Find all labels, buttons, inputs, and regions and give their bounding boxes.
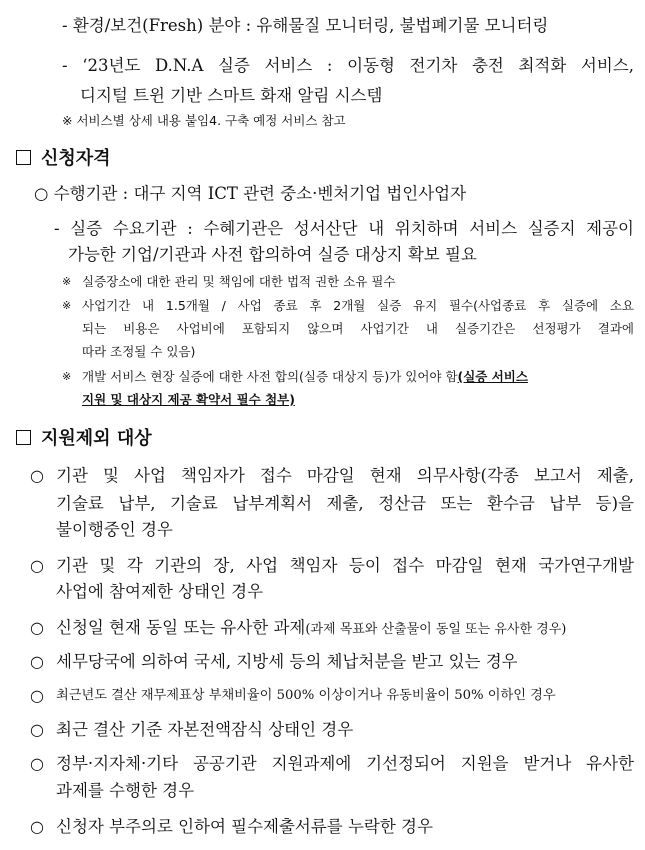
- bullet-icon: ○: [30, 720, 44, 739]
- list-item-continuation: 기술료 납부, 기술료 납부계획서 제출, 정산금 또는 환수금 납부 등)을: [56, 494, 634, 513]
- note-emphasis: (실증 서비스: [457, 369, 528, 384]
- bullet-icon: ○: [30, 652, 44, 671]
- list-item-continuation: 과제를 수행한 경우: [56, 781, 195, 800]
- list-item-continuation: 사업에 참여제한 상태인 경우: [56, 582, 264, 601]
- list-item: [56, 616, 566, 642]
- list-item-continuation: 가능한 기업/기관과 사전 합의하여 실증 대상지 확보 필요: [68, 245, 477, 264]
- bullet-icon: ○: [30, 686, 44, 705]
- reference-mark-icon: ※: [62, 275, 72, 288]
- bullet-icon: ○: [30, 754, 44, 773]
- list-item: 세무당국에 의하여 국세, 지방세 등의 체납처분을 받고 있는 경우: [56, 652, 518, 671]
- checkbox-square-icon: [16, 150, 31, 165]
- list-item-continuation: 디지털 트윈 기반 스마트 화재 알림 시스템: [80, 86, 383, 105]
- reference-mark-icon: ※: [62, 370, 72, 383]
- section-title: 신청자격: [41, 148, 111, 169]
- checkbox-square-icon: [16, 430, 31, 445]
- list-item-note: (과제 목표와 산출물이 동일 또는 유사한 경우): [305, 622, 567, 637]
- list-item: - 실증 수요기관 : 수혜기관은 성서산단 내 위치하며 서비스 실증지 제공이: [54, 219, 634, 238]
- note-continuation: 되는 비용은 사업비에 포함되지 않으며 사업기간 내 실증기간은 선정평가 결과에: [82, 321, 634, 336]
- list-item: 정부·지자체·기타 공공기관 지원과제에 기선정되어 지원을 받거나 유사한: [56, 754, 634, 773]
- note: 사업기간 내 1.5개월 / 사업 종료 후 2개월 실증 유지 필수(사업종료 후 실증에 소요: [82, 298, 634, 313]
- list-item: 최근 결산 기준 자본전액잠식 상태인 경우: [56, 720, 354, 739]
- bullet-icon: ○: [30, 618, 44, 637]
- list-item: ○ 수행기관 : 대구 지역 ICT 관련 중소·벤처기업 법인사업자: [34, 184, 467, 203]
- section-heading-eligibility: [16, 146, 111, 172]
- note-text: 개발 서비스 현장 실증에 대한 사전 합의(실증 대상지 등)가 있어야 함: [82, 369, 458, 384]
- list-item: 신청자 부주의로 인하여 필수제출서류를 누락한 경우: [56, 817, 433, 836]
- list-item: - 환경/보건(Fresh) 분야 : 유해물질 모니터링, 불법폐기물 모니터링: [62, 16, 549, 35]
- list-item: 기관 및 사업 책임자가 접수 마감일 현재 의무사항(각종 보고서 제출,: [56, 466, 634, 485]
- section-heading-exclusion: [16, 426, 152, 452]
- reference-mark-icon: ※: [62, 299, 72, 312]
- note: [82, 368, 528, 386]
- list-item: - ‘23년도 D.N.A 실증 서비스 : 이동형 전기차 충전 최적화 서비스,: [62, 56, 634, 75]
- note: 실증장소에 대한 관리 및 책임에 대한 법적 권한 소유 필수: [82, 274, 396, 289]
- section-title: 지원제외 대상: [41, 428, 152, 449]
- note-continuation: 따라 조정될 수 있음): [82, 344, 196, 359]
- list-item: 기관 및 각 기관의 장, 사업 책임자 등이 접수 마감일 현재 국가연구개발: [56, 556, 634, 575]
- list-item: 최근년도 결산 재무제표상 부채비율이 500% 이상이거나 유동비율이 50% 이하인 경우: [56, 688, 556, 703]
- bullet-icon: ○: [30, 817, 44, 836]
- bullet-icon: ○: [30, 556, 44, 575]
- note: ※ 서비스별 상세 내용 붙임4. 구축 예정 서비스 참고: [62, 113, 346, 128]
- bullet-icon: ○: [30, 466, 44, 485]
- list-item-continuation: 불이행중인 경우: [56, 520, 173, 539]
- list-item-text: 신청일 현재 동일 또는 유사한 과제: [56, 618, 306, 637]
- note-emphasis: 지원 및 대상지 제공 확약서 필수 첨부): [82, 392, 295, 407]
